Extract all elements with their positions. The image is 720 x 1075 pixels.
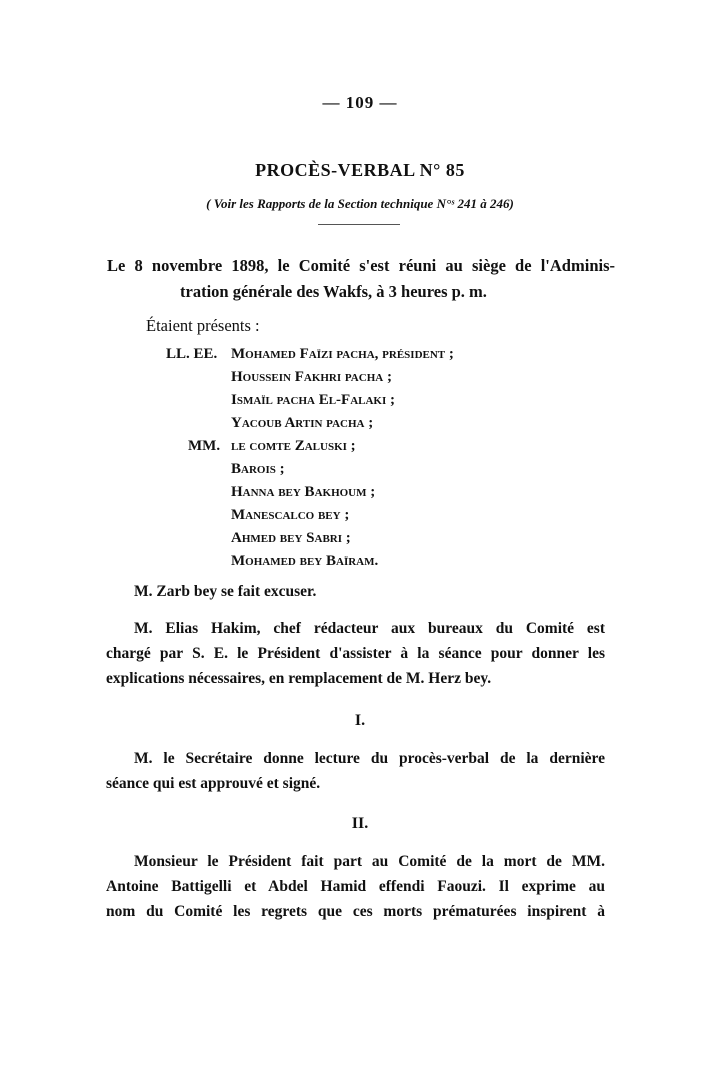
elias-line-1: M. Elias Hakim, chef rédacteur aux bureaux du Comité est: [134, 620, 605, 637]
section-heading-1: I.: [354, 712, 366, 729]
member-mm: Manescalco bey ;: [231, 507, 350, 523]
section1-line-2: séance qui est approuvé et signé.: [106, 775, 321, 792]
section2-line-2: Antoine Battigelli et Abdel Hamid effendi Faouzi. Il exprime au: [106, 878, 605, 895]
member-ll-ee: Mohamed Faïzi pacha, président ;: [231, 346, 454, 362]
mm-prefix: MM.: [188, 438, 221, 454]
elias-line-2: chargé par S. E. le Président d'assister à la séance pour donner les: [106, 645, 605, 662]
page-title: PROCÈS-VERBAL N° 85: [255, 160, 465, 180]
section2-line-1: Monsieur le Président fait part au Comité de la mort de MM.: [134, 853, 605, 870]
member-mm: Hanna bey Bakhoum ;: [231, 484, 376, 500]
page-number: — 109 —: [322, 93, 398, 112]
section2-line-3: nom du Comité les regrets que ces morts prématurées inspirent à: [106, 903, 605, 920]
presents-label: Étaient présents :: [146, 316, 260, 335]
excused-note: M. Zarb bey se fait excuser.: [134, 583, 317, 600]
section1-line-1: M. le Secrétaire donne lecture du procès-verbal de la dernière: [134, 750, 605, 767]
section-heading-2: II.: [351, 815, 369, 832]
member-ll-ee: Houssein Fakhri pacha ;: [231, 369, 392, 385]
ll-ee-prefix: LL. EE.: [166, 346, 218, 362]
member-ll-ee: Yacoub Artin pacha ;: [231, 415, 374, 431]
member-mm: le comte Zaluski ;: [231, 438, 356, 454]
intro-line-1: Le 8 novembre 1898, le Comité s'est réuni au siège de l'Adminis-: [107, 256, 615, 275]
member-ll-ee: Ismaïl pacha El-Falaki ;: [231, 392, 395, 408]
title-divider: [318, 224, 400, 225]
member-mm: Barois ;: [231, 461, 285, 477]
subtitle: ( Voir les Rapports de la Section technique N°ˢ 241 à 246): [206, 196, 514, 211]
intro-line-2: tration générale des Wakfs, à 3 heures p. m.: [180, 282, 487, 301]
elias-line-3: explications nécessaires, en remplacement de M. Herz bey.: [106, 670, 492, 687]
member-mm: Ahmed bey Sabri ;: [231, 530, 351, 546]
member-mm: Mohamed bey Baïram.: [231, 553, 379, 569]
